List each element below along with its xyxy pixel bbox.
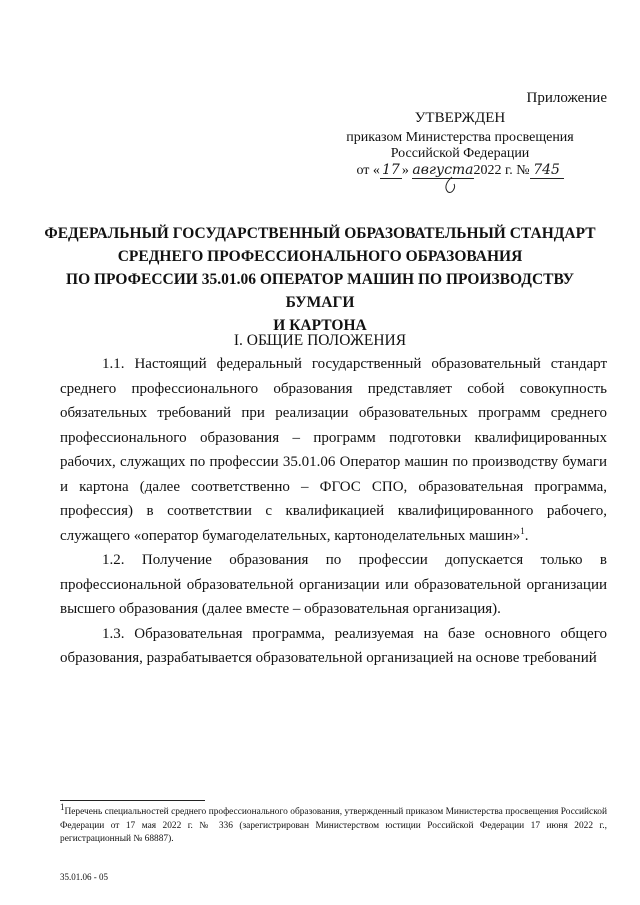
paragraph-1-1-end: . <box>524 527 529 544</box>
document-title <box>40 222 600 337</box>
approved-line-1: приказом Министерства просвещения <box>346 130 574 145</box>
footnote-text: Перечень специальностей среднего профессионального образования, утвержденный приказом Министерства просвещения Российской Федерации от 17 мая 2022 г. № 336 (зарегистрирован Министерством юстиции Российской Федерации 17 июня 2022 г., регистрационный № 68887). <box>60 807 607 844</box>
order-date-line <box>356 162 563 179</box>
handwritten-month: августа <box>412 162 474 178</box>
page-code: 35.01.06 - 05 <box>60 872 108 882</box>
date-year: 2022 г. № <box>473 163 530 178</box>
paragraph-1-1 <box>60 352 607 548</box>
approval-block <box>335 110 585 179</box>
paragraph-1-1-text: 1.1. Настоящий федеральный государственный образовательный стандарт среднего профессионального образования представляет собой совокупность обязательных требований при реализации образовательных программ среднего профессионального образования – программ подготовки квалифицированных рабочих, служащих по профессии 35.01.06 Оператор машин по производству бумаги и картона (далее соответственно – ФГОС СПО, образовательная программа, профессия) в соответствии с квалификацией квалифицированного рабочего, служащего «оператор бумагоделательных, картоноделательных машин» <box>60 356 607 544</box>
paragraph-1-2: 1.2. Получение образования по профессии допускается только в профессиональной образовательной организации или образовательной организации высшего образования (далее вместе – образовательная организация). <box>60 552 607 617</box>
footnote <box>60 801 607 847</box>
appendix-label: Приложение <box>526 90 607 106</box>
title-line-4: И КАРТОНА <box>273 317 367 334</box>
date-prefix: от « <box>356 163 380 178</box>
title-line-1: ФЕДЕРАЛЬНЫЙ ГОСУДАРСТВЕННЫЙ ОБРАЗОВАТЕЛЬНЫЙ СТАНДАРТ <box>44 225 596 242</box>
title-line-3: ПО ПРОФЕССИИ 35.01.06 ОПЕРАТОР МАШИН ПО ПРОИЗВОДСТВУ БУМАГИ <box>66 271 574 311</box>
handwriting-squiggle-icon <box>442 176 472 194</box>
approved-title: УТВЕРЖДЕН <box>414 110 506 126</box>
footnote-reference: 1 <box>520 525 525 536</box>
footnote-marker: 1 <box>60 801 65 812</box>
handwritten-day: 17 <box>380 162 402 179</box>
footnote-divider <box>60 800 205 801</box>
document-body <box>60 352 607 671</box>
date-mid: » <box>401 163 409 178</box>
handwritten-order-number: 745 <box>530 162 564 179</box>
paragraph-1-3: 1.3. Образовательная программа, реализуемая на базе основного общего образования, разрабатывается образовательной организацией на основе требований <box>60 625 607 666</box>
approved-line-2: Российской Федерации <box>390 146 530 161</box>
section-heading: I. ОБЩИЕ ПОЛОЖЕНИЯ <box>233 332 407 349</box>
title-line-2: СРЕДНЕГО ПРОФЕССИОНАЛЬНОГО ОБРАЗОВАНИЯ <box>117 248 523 265</box>
